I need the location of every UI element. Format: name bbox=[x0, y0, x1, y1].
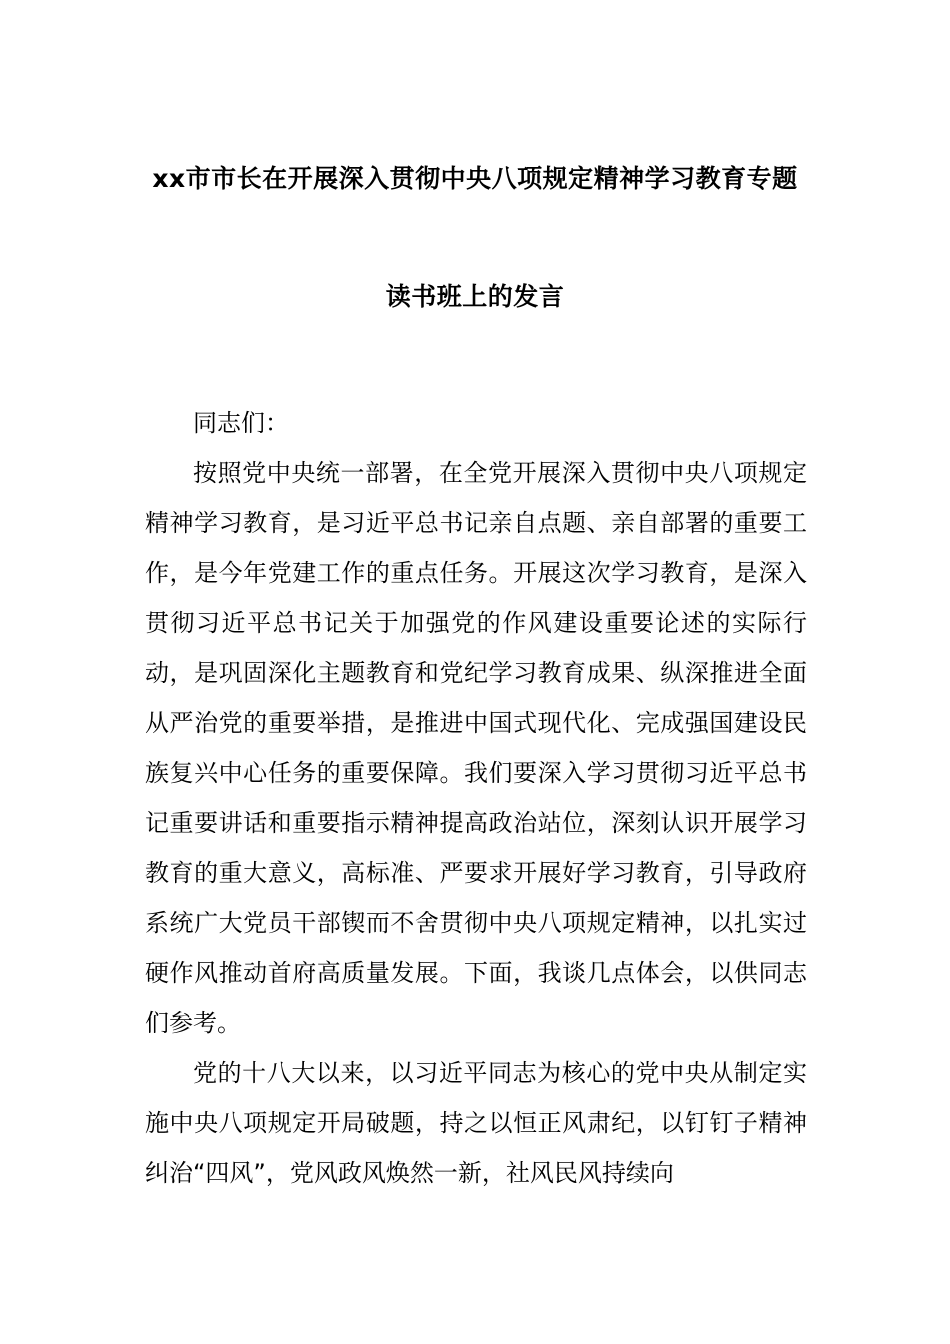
salutation bbox=[145, 398, 807, 448]
paragraph-text: 按照党中央统一部署，在全党开展深入贯彻中央八项规定精神学习教育，是习近平总书记亲自点题、亲自部署的重要工作，是今年党建工作的重点任务。开展这次学习教育，是深入贯彻习近平总书记关于加强党的作风建设重要论述的实际行动，是巩固深化主题教育和党纪学习教育成果、纵深推进全面从严治党的重要举措，是推进中国式现代化、完成强国建设民族复兴中心任务的重要保障。我们要深入学习贯彻习近平总书记重要讲话和重要指示精神提高政治站位，深刻认识开展学习教育的重大意义，高标准、严要求开展好学习教育，引导政府系统广大党员干部锲而不舍贯彻中央八项规定精神，以扎实过硬作风推动首府高质量发展。下面，我谈几点体会，以供同志们参考。 bbox=[145, 459, 807, 1037]
body-paragraph-1 bbox=[145, 448, 807, 1048]
paragraph-text: 党的十八大以来，以习近平同志为核心的党中央从制定实施中央八项规定开局破题，持之以恒正风肃纪，以钉钉子精神纠治“四风”，党风政风焕然一新，社风民风持续向 bbox=[145, 1059, 807, 1187]
salutation-text: 同志们： bbox=[193, 409, 289, 437]
document-title-line-1: xx市市长在开展深入贯彻中央八项规定精神学习教育专题 bbox=[152, 164, 798, 193]
body-paragraph-2 bbox=[145, 1048, 807, 1198]
document-title-line-2: 读书班上的发言 bbox=[385, 282, 565, 311]
